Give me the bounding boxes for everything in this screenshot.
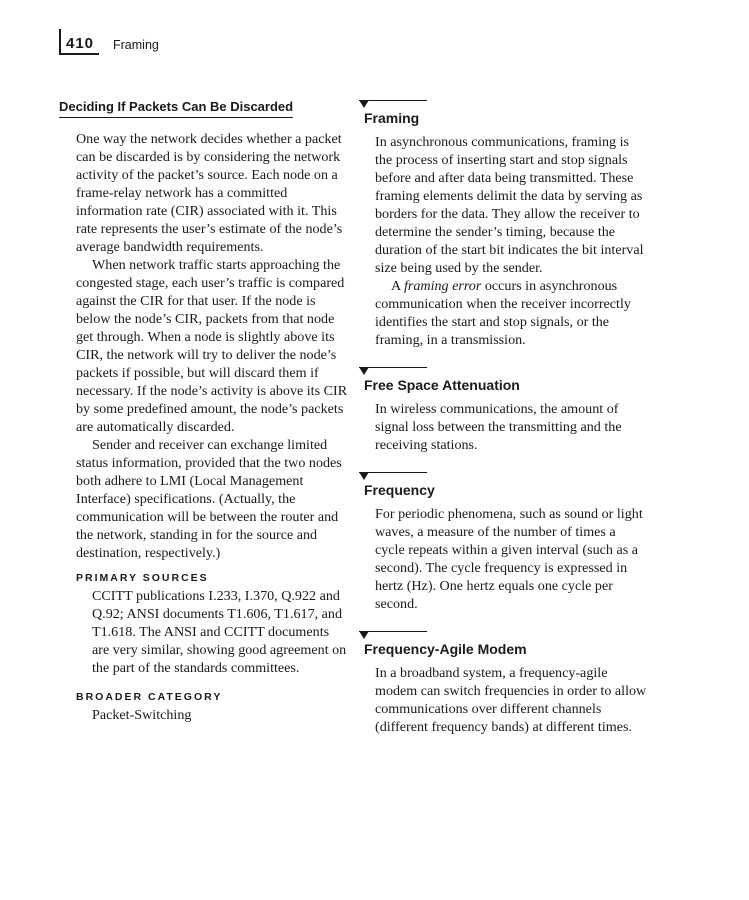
paragraph: In wireless communications, the amount of signal loss between the transmitting and the receiving stations.	[375, 401, 622, 453]
entry-title: Free Space Attenuation	[364, 377, 520, 393]
section-heading: Deciding If Packets Can Be Discarded	[59, 99, 293, 118]
paragraph: In asynchronous communications, framing is the process of inserting start and stop signals before and after data being transmitted. These framing elements delimit the data by serving as borders for the data. They allow the receiver to determine the sender’s timing, because the duration of the start bit indicates the bit interval size being used by the sender.	[375, 134, 644, 276]
entry-title: Framing	[364, 110, 420, 126]
right-column	[358, 98, 648, 752]
header-underline-rule	[59, 53, 99, 55]
triangle-marker-icon	[359, 472, 369, 480]
triangle-marker-icon	[359, 631, 369, 639]
defined-term: framing error	[403, 278, 482, 294]
entry-title: Frequency-Agile Modem	[364, 641, 527, 657]
entry-free-space-attenuation	[358, 365, 648, 454]
entry-marker	[359, 470, 648, 480]
entry-rule	[359, 367, 427, 368]
primary-sources-text: CCITT publications I.233, I.370, Q.922 and Q.92; ANSI documents T1.606, T1.617, and T1.618. The ANSI and CCITT documents are very similar, showing good agreement on the part of the standards committees.	[92, 588, 347, 676]
paragraph-suffix: occurs in asynchronous communication when the receiver incorrectly identifies the start and stop signals, or the framing, in a transmission.	[375, 278, 631, 348]
broader-category-text: Packet-Switching	[92, 707, 192, 723]
entry-body	[358, 664, 648, 736]
entry-body	[358, 400, 648, 454]
paragraph	[375, 277, 648, 349]
entry-rule	[359, 631, 427, 632]
left-column	[59, 98, 349, 724]
paragraph-prefix: A	[391, 278, 404, 294]
entry-frequency-agile-modem	[358, 629, 648, 736]
page-number: 410	[66, 35, 95, 52]
header-vertical-rule	[59, 29, 61, 55]
entry-body	[358, 505, 648, 613]
paragraph: Sender and receiver can exchange limited status information, provided that the two nodes both adhere to LMI (Local Management Interface) specifications. (Actually, the communication will be between the router and the network, standing in for the source and destination, respectively.)	[76, 437, 342, 561]
paragraph: One way the network decides whether a packet can be discarded is by considering the network activity of the packet’s source. Each node on a frame-relay network has a committed information rate (CIR) associated with it. This rate represents the user’s estimate of the node’s average bandwidth requirements.	[76, 131, 343, 255]
running-title: Framing	[113, 38, 159, 52]
entry-marker	[359, 98, 648, 108]
entry-marker	[359, 365, 648, 375]
section-body	[59, 130, 349, 562]
triangle-marker-icon	[359, 367, 369, 375]
triangle-marker-icon	[359, 100, 369, 108]
paragraph: When network traffic starts approaching the congested stage, each user’s traffic is compared against the CIR for that user. If the node is below the node’s CIR, packets from that node get through. When a node is slightly above its CIR, the network will try to deliver the node’s packets if possible, but will discard them if necessary. If the node’s activity is above its CIR by some predefined amount, the node’s packets are automatically discarded.	[76, 257, 348, 435]
paragraph: For periodic phenomena, such as sound or light waves, a measure of the number of times a cycle repeats within a given interval (such as a second). The cycle frequency is expressed in hertz (Hz). One hertz equals one cycle per second.	[375, 506, 643, 612]
entry-body	[358, 133, 648, 349]
entry-framing	[358, 98, 648, 349]
entry-marker	[359, 629, 648, 639]
paragraph: In a broadband system, a frequency-agile modem can switch frequencies in order to allow communications over different channels (different frequency bands) at different times.	[375, 665, 647, 735]
entry-frequency	[358, 470, 648, 613]
broader-category-heading: BROADER CATEGORY	[76, 691, 223, 703]
entry-rule	[359, 100, 427, 101]
entry-rule	[359, 472, 427, 473]
primary-sources-heading: PRIMARY SOURCES	[76, 572, 209, 584]
entry-title: Frequency	[364, 482, 435, 498]
